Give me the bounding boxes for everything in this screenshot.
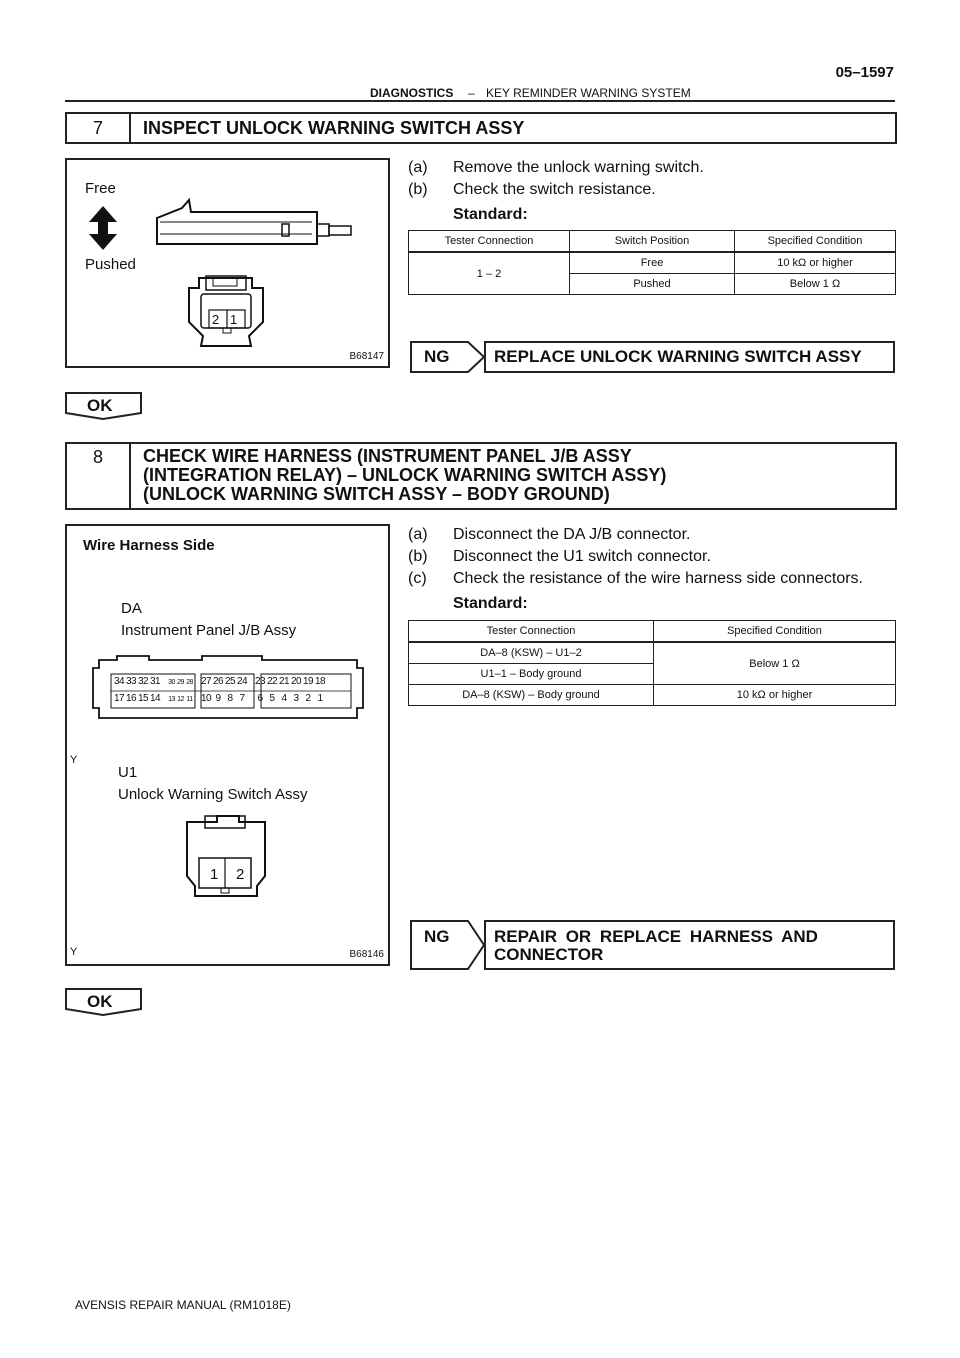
connector-pin: 21 xyxy=(278,676,290,687)
instruction-list: (a) Disconnect the DA J/B connector. (b) Disconnect the U1 switch connector. (c) Check the resistance of the wire harness side connectors. xyxy=(408,526,863,587)
connector-pin: 34 xyxy=(113,676,125,687)
connector-pin: 3 xyxy=(293,693,299,704)
table-row: DA–8 (KSW) – Body ground 10 kΩ or higher xyxy=(409,685,896,706)
header-subsection: KEY REMINDER WARNING SYSTEM xyxy=(486,86,691,100)
connector-pin: 1 xyxy=(317,693,323,704)
connector-pin: 16 xyxy=(125,693,137,704)
u1-code: U1 xyxy=(118,764,138,781)
step-8-header xyxy=(65,442,897,510)
ok-label: OK xyxy=(87,992,113,1011)
instruction-text: Check the switch resistance. xyxy=(453,181,656,198)
table-row: 1 – 2 Free 10 kΩ or higher xyxy=(409,252,896,274)
footer-text: AVENSIS REPAIR MANUAL (RM1018E) xyxy=(75,1298,291,1312)
table-header: Tester Connection xyxy=(409,621,654,643)
header-section: DIAGNOSTICS xyxy=(370,86,454,100)
connector-pin: 27 xyxy=(200,676,212,687)
connector-pin: 2 xyxy=(305,693,311,704)
connector-pin: 17 xyxy=(113,693,125,704)
connector-pin: 8 xyxy=(227,693,233,704)
table-header: Specified Condition xyxy=(735,231,896,253)
table-row: U1–1 – Body ground xyxy=(409,664,896,685)
ng-action-text: CONNECTOR xyxy=(494,945,604,964)
connector-pin: 23 xyxy=(254,676,266,687)
ng-label: NG xyxy=(424,927,450,946)
instruction-text: Disconnect the DA J/B connector. xyxy=(453,526,691,543)
wire-harness-side-label: Wire Harness Side xyxy=(83,537,215,554)
instruction-text: Check the resistance of the wire harness side connectors. xyxy=(453,570,863,587)
instruction-list: (a) Remove the unlock warning switch. (b) Check the switch resistance. xyxy=(408,159,704,198)
connector-pin: 31 xyxy=(149,676,161,687)
figure-id: B68147 xyxy=(349,351,384,362)
connector-pin: 5 xyxy=(269,693,275,704)
step-title: CHECK WIRE HARNESS (INSTRUMENT PANEL J/B ASSY (INTEGRATION RELAY) – UNLOCK WARNING SWITCH ASSY) (UNLOCK WARNING SWITCH ASSY – BODY GROUND) xyxy=(143,446,667,504)
standard-label: Standard: xyxy=(453,206,528,223)
connector-pin: 15 xyxy=(137,693,149,704)
table-header: Tester Connection xyxy=(409,231,570,253)
pin-label: 2 xyxy=(236,866,245,883)
connector-pin: 33 xyxy=(125,676,137,687)
connector-pin: 9 xyxy=(215,693,221,704)
header-rule xyxy=(65,100,895,102)
da-name: Instrument Panel J/B Assy xyxy=(121,622,297,639)
connector-pins-top xyxy=(113,676,326,687)
figure-id: B68146 xyxy=(349,949,384,960)
connector-pin: 12 xyxy=(177,696,184,703)
ok-label: OK xyxy=(87,396,113,415)
pushed-label: Pushed xyxy=(85,256,136,273)
connector-pin: 32 xyxy=(137,676,149,687)
harness-illustration xyxy=(67,526,388,964)
table-row: DA–8 (KSW) – U1–2 Below 1 Ω xyxy=(409,642,896,664)
ng-action-box xyxy=(484,341,895,373)
connector-pin: 6 xyxy=(257,693,263,704)
y-mark: Y xyxy=(70,754,78,766)
table-header: Specified Condition xyxy=(654,621,896,643)
connector-pin: 13 xyxy=(168,696,175,703)
connector-pin: 29 xyxy=(177,679,184,686)
connector-pin: 14 xyxy=(149,693,161,704)
connector-pin: 10 xyxy=(200,693,212,704)
ng-action-text: REPLACE UNLOCK WARNING SWITCH ASSY xyxy=(494,347,862,366)
connector-pin: 24 xyxy=(236,676,248,687)
step-number: 7 xyxy=(67,114,131,142)
switch-figure xyxy=(65,158,390,368)
ng-action-box xyxy=(484,920,895,970)
y-mark: Y xyxy=(70,946,78,958)
step-title: INSPECT UNLOCK WARNING SWITCH ASSY xyxy=(143,118,525,138)
standard-label: Standard: xyxy=(453,595,528,612)
connector-pin: 7 xyxy=(239,693,245,704)
connector-pin: 19 xyxy=(302,676,314,687)
harness-figure xyxy=(65,524,390,966)
step-number: 8 xyxy=(67,444,131,508)
connector-pin: 25 xyxy=(224,676,236,687)
connector-pin: 20 xyxy=(290,676,302,687)
connector-pin: 4 xyxy=(281,693,287,704)
instruction-text: Disconnect the U1 switch connector. xyxy=(453,548,711,565)
pin-label: 1 xyxy=(210,866,219,883)
pin-label: 1 xyxy=(230,312,238,327)
connector-pin: 22 xyxy=(266,676,278,687)
ng-action-text: REPAIR OR REPLACE HARNESS AND xyxy=(494,927,818,946)
page-number: 05–1597 xyxy=(835,64,894,81)
da-code: DA xyxy=(121,600,142,617)
connector-pins-bottom xyxy=(113,693,326,704)
pin-label: 2 xyxy=(212,312,220,327)
header-dash: – xyxy=(468,86,475,100)
connector-pin: 11 xyxy=(186,696,193,703)
table-row: Pushed Below 1 Ω xyxy=(409,274,896,295)
free-label: Free xyxy=(85,180,116,197)
connector-pin: 28 xyxy=(186,679,193,686)
u1-name: Unlock Warning Switch Assy xyxy=(118,786,308,803)
connector-pin: 26 xyxy=(212,676,224,687)
table-header: Switch Position xyxy=(570,231,735,253)
ng-label: NG xyxy=(424,347,450,366)
spec-table xyxy=(408,230,896,295)
connector-pin: 18 xyxy=(314,676,326,687)
instruction-text: Remove the unlock warning switch. xyxy=(453,159,704,176)
spec-table xyxy=(408,620,896,706)
connector-pin: 30 xyxy=(168,679,175,686)
step-7-header xyxy=(65,112,897,144)
